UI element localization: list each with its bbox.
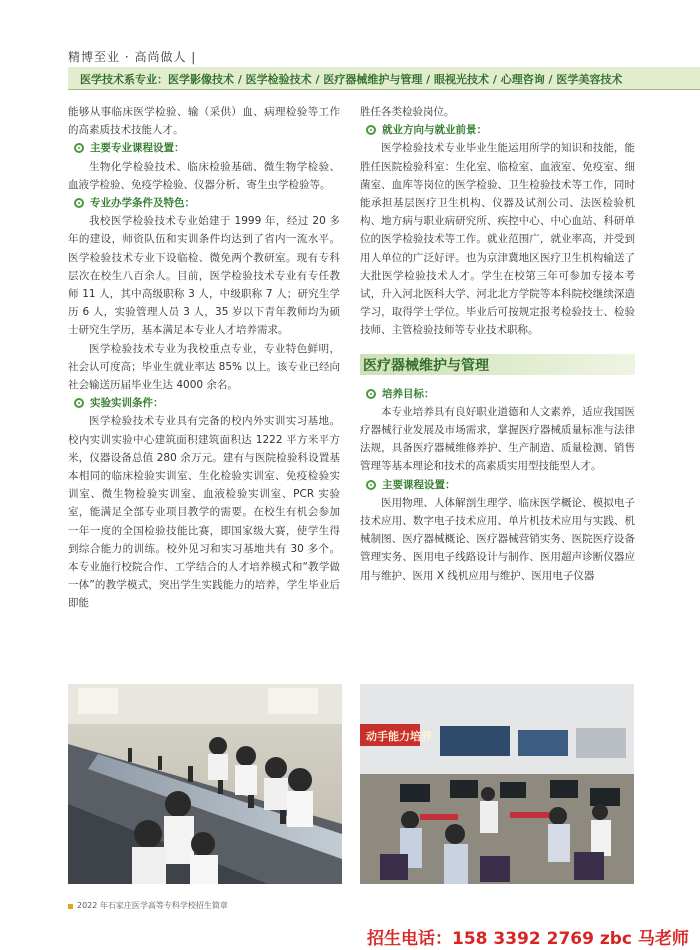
page-footer-label: 2022 年石家庄医学高等专科学校招生简章 (77, 901, 228, 910)
bullet-icon (74, 143, 84, 153)
left-column (68, 103, 340, 613)
goal-heading: 培养目标： (366, 385, 635, 403)
section-heading: 医疗器械维护与管理 (363, 357, 489, 374)
goal-text: 本专业培养具有良好职业道德和人文素养，适应我国医疗器械行业发展及市场需求，掌握医疗器械质量标准与法律法规，具备医疗器械维修养护、生产制造、质量检测、销售管理等基本理论和技术的高素质实用型技能型人才。 (360, 405, 635, 473)
department-band (68, 67, 700, 89)
conditions-heading: 专业办学条件及特色： (74, 194, 340, 212)
intro-continuation: 能够从事临床医学检验、输（采供）血、病理检验等工作的高素质技术技能人才。 (68, 106, 340, 137)
conditions-paragraph-2: 医学检验技术专业为我校重点专业，专业特色鲜明，社会认可度高；毕业生就业率达 85% 以上。该专业已经向社会输送历届毕业生达 4000 余名。 (68, 342, 340, 392)
slogan: 精博至业 · 高尚做人 | (68, 50, 197, 64)
right-continuation: 胜任各类检验岗位。 (360, 106, 455, 118)
department-programs: 医学技术系专业：医学影像技术 / 医学检验技术 / 医疗器械维护与管理 / 眼视光技术 / 心理咨询 / 医学美容技术 (80, 73, 623, 86)
admission-hotline-watermark: 招生电话：158 3392 2769 zbc 马老师 (367, 929, 689, 949)
courses-text: 生物化学检验技术、临床检验基础、微生物学检验、血液学检验、免疫学检验、仪器分析、寄生虫学检验等。 (68, 160, 340, 191)
right-column (360, 103, 635, 585)
bullet-icon (74, 398, 84, 408)
microscope-lab-photo (68, 684, 342, 884)
band-divider (68, 89, 700, 90)
training-heading: 实验实训条件： (74, 394, 340, 412)
training-banner-text: 动手能力培养 (366, 730, 432, 743)
bullet-icon (366, 389, 376, 399)
career-text: 医学检验技术专业毕业生能运用所学的知识和技能，能胜任医院检验科室：生化室、临检室、血液室、免疫室、细菌室、血库等岗位的医学检验、卫生检验技术等工作，同时能承担基层医疗卫生机构、仪器及试剂公司、法医检验机构、地方病与职业病研究所、疾控中心、中心血站、科研单位的医学检验技术等工作。就业范围广，就业率高，并受到用人单位的广泛好评。也为京津冀地区医疗卫生机构输送了大批医学检验技术人才。学生在校第三年可参加专接本考试，升入河北医科大学、河北北方学院等本科院校继续深造学习，取得学士学位。毕业后可按规定报考检验技士、检验技师、主管检验技师等专业技术职称。 (360, 142, 635, 337)
footer-marker (68, 904, 73, 909)
conditions-paragraph-1: 我校医学检验技术专业始建于 1999 年，经过 20 多年的建设，师资队伍和实训条件均达到了省内一流水平。医学检验技术专业下设临检、微免两个教研室。现有专科层次在校生八百余人。目前，医学检验技术专业有专任教师 11 人，其中高级职称 3 人，中级职称 7 人；研究生学历 6 人，实验管理人员 3 人，35 岁以下青年教师均为硕士研究生学历，基本满足本专业人才培养需求。 (68, 215, 340, 337)
bullet-icon (366, 125, 376, 135)
bullet-icon (74, 198, 84, 208)
training-text: 医学检验技术专业具有完备的校内外实训实习基地。校内实训实验中心建筑面积建筑面积达 1222 平方米平方米，仪器设备总值 280 余万元。建有与医院检验科设置基本相同的临床检验实训室、生化检验实训室、免疫检验实训室、微生物检验实训室、血液检验实训室、PCR 实验室，能满足全部专业项目教学的需要。在校生有机会参加一年一度的全国检验技能比赛，即国家级大赛，使学生得到综合能力的训练。校外见习和实习基地共有 30 多个。本专业施行校院合作、工学结合的人才培养模式和“教学做一体”的教学模式，突出学生实践能力的培养，学生毕业后即能 (68, 415, 340, 610)
career-heading: 就业方向与就业前景： (366, 121, 635, 139)
section-heading-bar (360, 354, 635, 375)
bullet-icon (366, 480, 376, 490)
device-courses-text: 医用物理、人体解剖生理学、临床医学概论、模拟电子技术应用、数字电子技术应用、单片机技术应用与实践、机械制图、医疗器械概论、医疗器械营销实务、医院医疗设备管理实务、医用电子线路设计与制作、医用超声诊断仪器应用与维护、医用 X 线机应用与维护、医用电子仪器 (360, 496, 635, 582)
device-training-photo (360, 684, 634, 884)
device-courses-heading: 主要课程设置： (366, 476, 635, 494)
courses-heading: 主要专业课程设置： (74, 139, 340, 157)
